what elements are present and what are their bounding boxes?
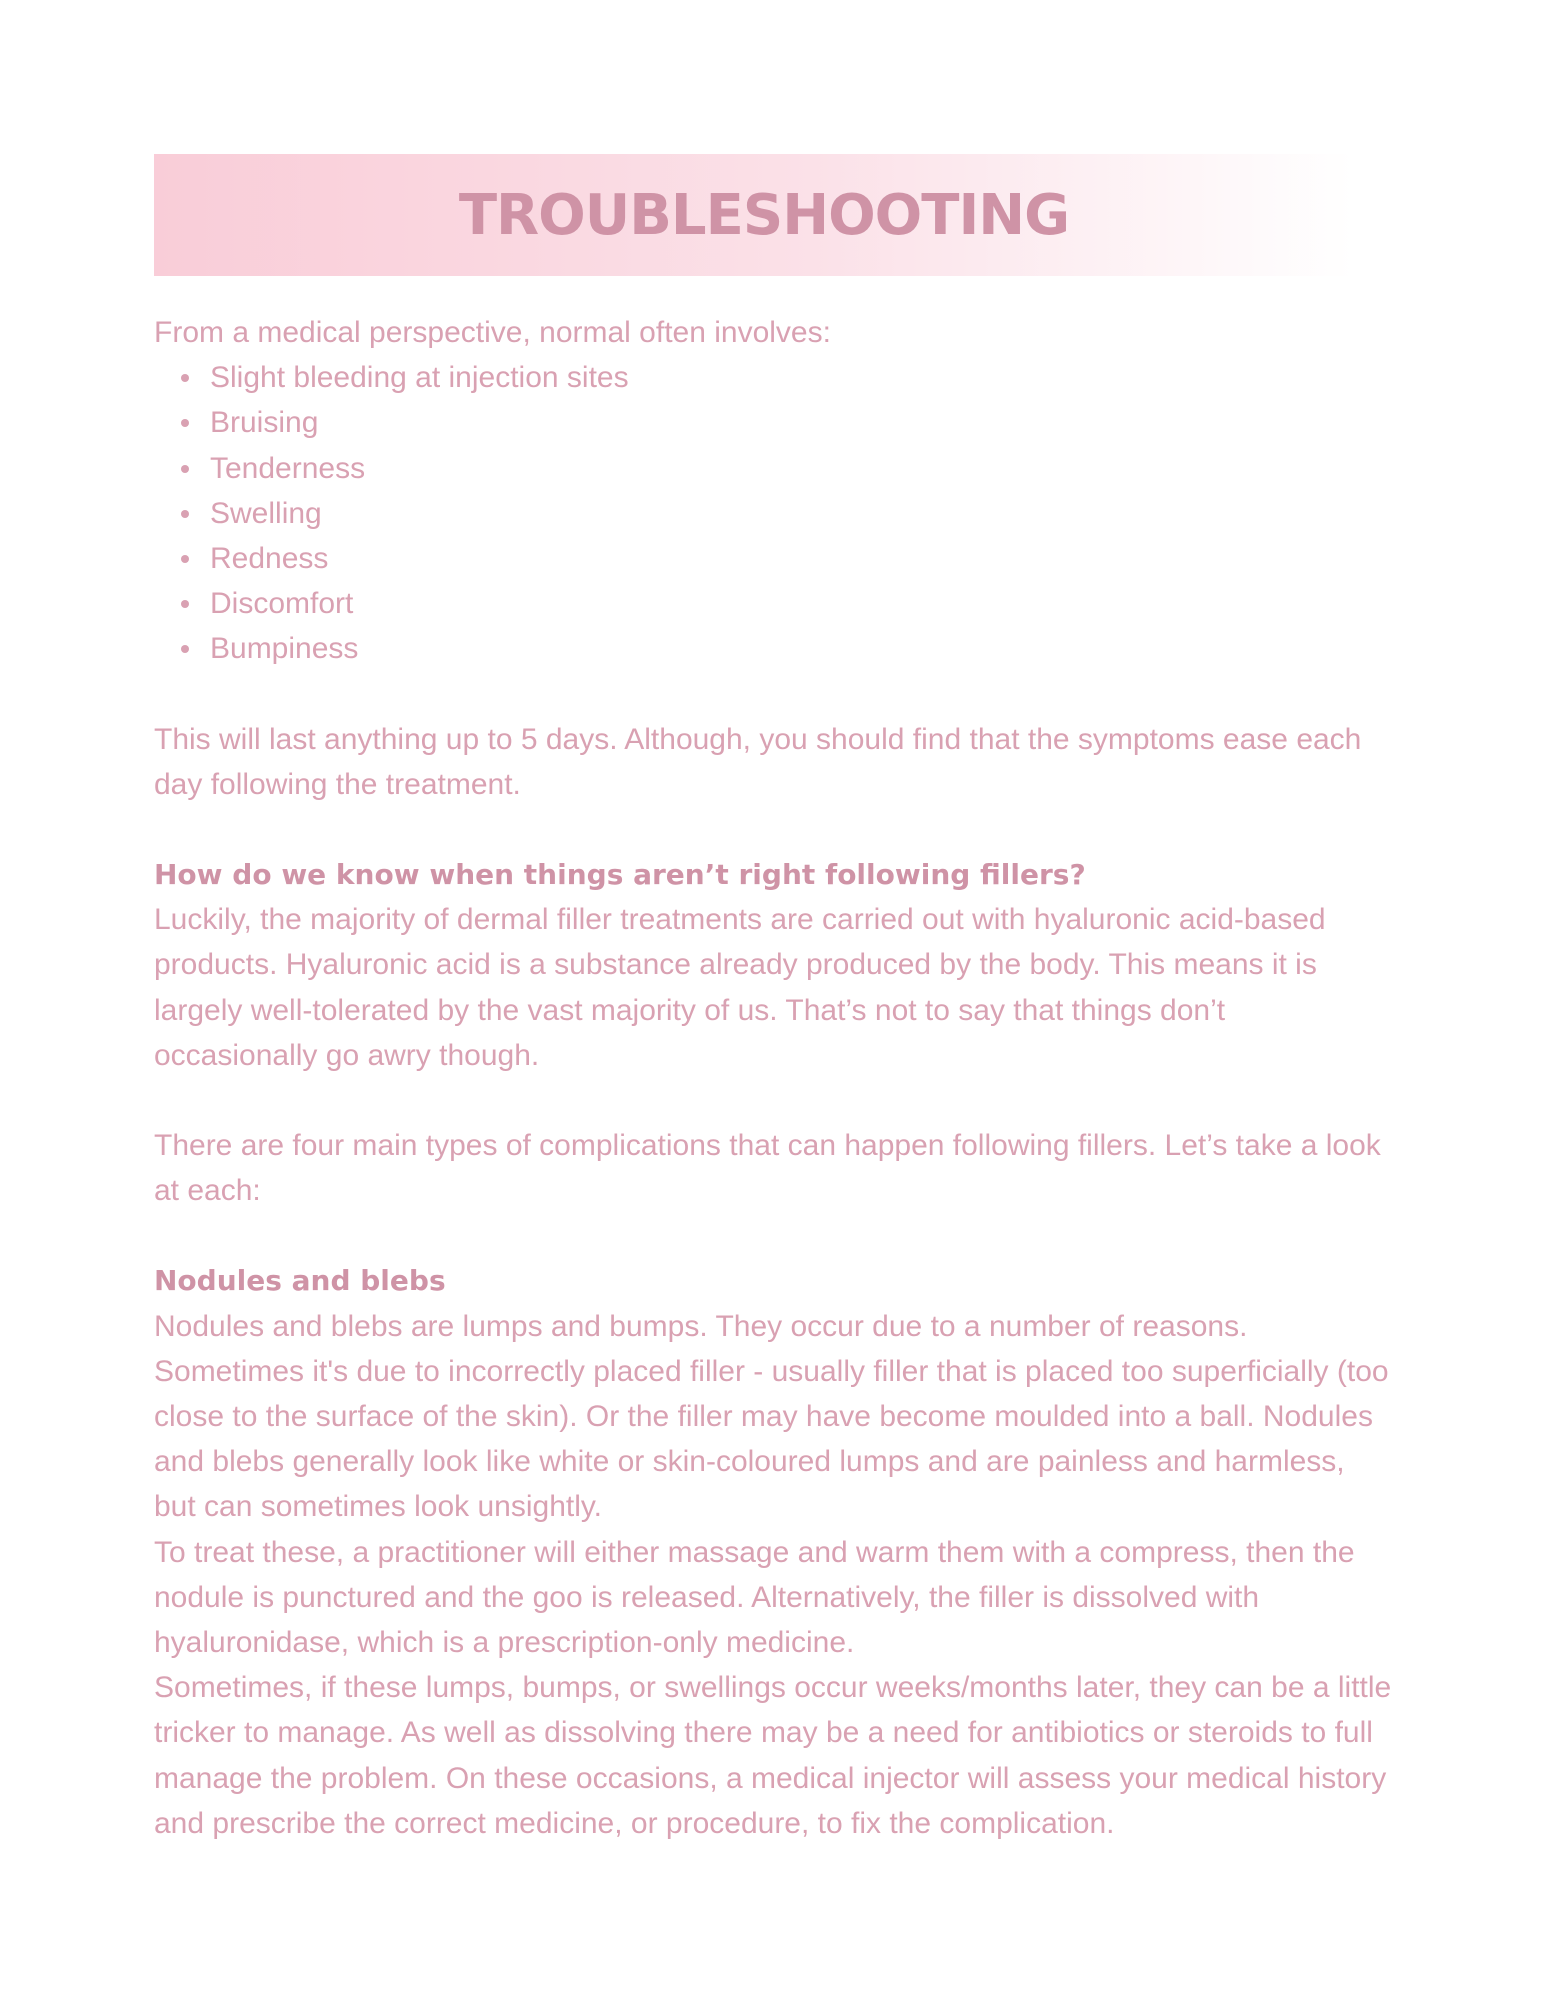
spacer [154, 1213, 1394, 1258]
duration-paragraph: This will last anything up to 5 days. Although, you should find that the symptoms ease each day following the treatment. [154, 722, 1362, 801]
section-heading-complications: How do we know when things aren’t right following fillers? [154, 858, 1086, 892]
page-title: TROUBLESHOOTING [458, 182, 1070, 248]
document-body [154, 310, 1394, 1846]
nodules-paragraph: Nodules and blebs are lumps and bumps. They occur due to a number of reasons. Sometimes it's due to incorrectly placed filler - usually filler that is placed too superficially (too close to the surface of the skin). Or the filler may have become moulded into a ball. Nodules and blebs generally look like white or skin-coloured lumps and are painless and harmless, but can sometimes look unsightly. [154, 1309, 1389, 1524]
spacer [154, 1078, 1394, 1123]
section-heading-nodules: Nodules and blebs [154, 1264, 446, 1298]
intro-text: From a medical perspective, normal often involves: [154, 316, 831, 349]
document-page [154, 154, 1394, 1846]
list-item: Bruising [210, 400, 1394, 445]
spacer [154, 807, 1394, 852]
title-banner [154, 154, 1354, 276]
list-item: Slight bleeding at injection sites [210, 355, 1394, 400]
hyaluronic-paragraph: Luckily, the majority of dermal filler treatments are carried out with hyaluronic acid-based products. Hyaluronic acid is a substance already produced by the body. This means it is largely well-tolerated by the vast majority of us. That’s not to say that things don’t occasionally go awry though. [154, 903, 1326, 1072]
spacer [154, 672, 1394, 717]
list-item: Discomfort [210, 581, 1394, 626]
list-item: Swelling [210, 491, 1394, 536]
list-item: Redness [210, 536, 1394, 581]
complications-intro-paragraph: There are four main types of complications that can happen following fillers. Let’s take a look at each: [154, 1129, 1381, 1208]
list-item: Tenderness [210, 446, 1394, 491]
late-onset-paragraph: Sometimes, if these lumps, bumps, or swellings occur weeks/months later, they can be a little tricker to manage. As well as dissolving there may be a need for antibiotics or steroids to full manage the problem. On these occasions, a medical injector will assess your medical history and prescribe the correct medicine, or procedure, to fix the complication. [154, 1671, 1392, 1840]
treatment-paragraph: To treat these, a practitioner will either massage and warm them with a compress, then the nodule is punctured and the goo is released. Alternatively, the filler is dissolved with hyaluronidase, which is a prescription-only medicine. [154, 1535, 1355, 1660]
list-item: Bumpiness [210, 626, 1394, 671]
symptom-list [154, 355, 1394, 671]
